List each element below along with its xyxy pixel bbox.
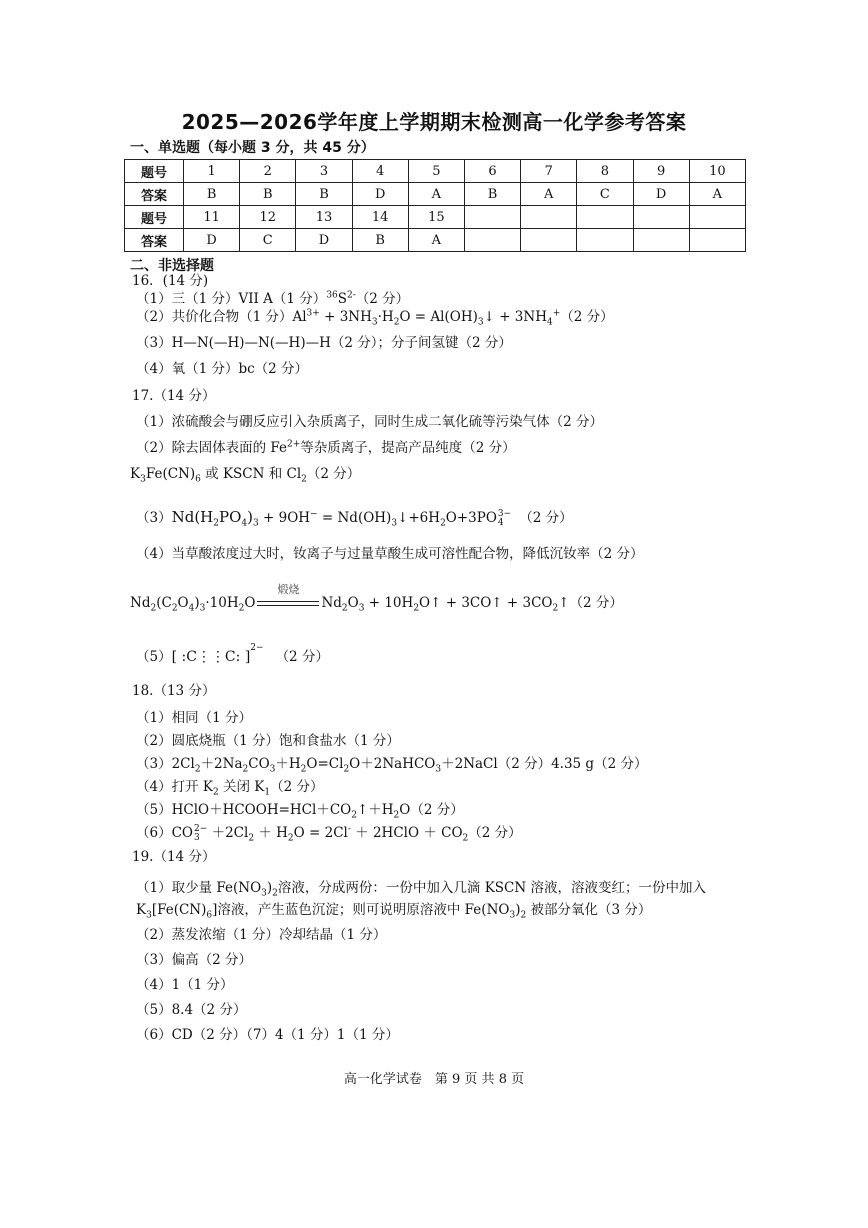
subscript: 2 (300, 764, 307, 775)
formula: CO (248, 756, 270, 772)
subscript: 2 (301, 474, 307, 485)
formula: O = 2Cl (293, 825, 348, 841)
text: （2 分） (275, 649, 329, 665)
text: （3） (136, 510, 172, 526)
table-cell (633, 206, 689, 229)
q18-answer-5 (136, 801, 464, 819)
calcination-arrow (257, 582, 319, 613)
charge: 2− (250, 642, 264, 653)
text: （4）打开 K (136, 779, 213, 795)
table-cell: A (408, 229, 464, 252)
q17-answer-3 (136, 508, 573, 528)
formula: ＋ H (254, 825, 288, 841)
table-cell (464, 229, 520, 252)
q19-answer-4: （4）1（1 分） (136, 977, 234, 993)
formula: Nd(H (171, 508, 214, 526)
q17-answer-4: （4）当草酸浓度过大时，钕离子与过量草酸生成可溶性配合物，降低沉钕率（2 分） (136, 546, 644, 562)
formula: O (347, 595, 359, 611)
text: （2 分） (468, 825, 522, 841)
table-cell: 7 (521, 160, 577, 183)
table-row (125, 229, 746, 252)
subscript: 2 (242, 764, 249, 775)
table-cell: 13 (296, 206, 352, 229)
text: ＋2NaCl（2 分）4.35 g（2 分） (441, 756, 648, 772)
subscript: 3 (199, 603, 206, 614)
subscript: 2 (440, 518, 446, 529)
q16-heading: 16．(14 分) (132, 273, 209, 289)
subscript: 3 (358, 603, 365, 614)
table-cell (521, 206, 577, 229)
q17-calcination-equation (130, 582, 623, 614)
text: ↑（2 分） (558, 595, 623, 611)
text: （5） (136, 649, 172, 665)
charge: 2- (347, 290, 356, 301)
table-row (125, 183, 746, 206)
table-cell: B (240, 183, 296, 206)
q18-answer-1: （1）相同（1 分） (136, 710, 252, 726)
table-cell (689, 229, 745, 252)
charge: + (552, 308, 561, 319)
text: + 3NH (319, 309, 372, 325)
text: （2）共价化合物（1 分）Al (136, 309, 307, 325)
ion-charge-subscript (498, 510, 511, 528)
table-cell: B (184, 183, 240, 206)
text: （2）除去固体表面的 Fe (136, 440, 287, 456)
table-cell (577, 229, 633, 252)
q19-answer-1 (136, 877, 748, 921)
formula: + 9OH (258, 510, 311, 526)
subscript: 2 (212, 787, 219, 798)
q19-answer-2: （2）蒸发浓缩（1 分）冷却结晶（1 分） (136, 927, 387, 943)
q19-answer-6: （6）CD（2 分）（7）4（1 分）1（1 分） (136, 1027, 399, 1043)
table-cell: D (352, 183, 408, 206)
subscript: 3 (391, 518, 398, 529)
text: 等杂质离子，提高产品纯度（2 分） (300, 440, 516, 456)
subscript: 3 (509, 910, 516, 921)
table-cell: 3 (296, 160, 352, 183)
q18-answer-4 (136, 778, 324, 796)
formula: Nd (130, 595, 151, 611)
charge: − (310, 509, 318, 520)
subscript: 2 (238, 603, 245, 614)
formula: O↑ + 3CO↑ + 3CO (419, 595, 553, 611)
subscript: 1 (264, 787, 271, 798)
text: K (130, 466, 141, 482)
condition-label: 煅烧 (277, 582, 300, 596)
table-cell: 10 (689, 160, 745, 183)
formula: ↓+6H (397, 510, 441, 526)
formula: O (177, 595, 189, 611)
page-title: 2025—2026学年度上学期期末检测高一化学参考答案 (181, 110, 687, 134)
formula: ＋H (275, 756, 301, 772)
q17-heading: 17.（14 分） (132, 388, 216, 404)
table-cell: 9 (633, 160, 689, 183)
text: （2 分） (355, 291, 410, 307)
subscript: 4 (188, 603, 195, 614)
row-header: 答案 (125, 229, 184, 252)
subscript: 2 (393, 317, 400, 328)
subscript: 4 (497, 517, 504, 528)
row-header: 题号 (125, 160, 184, 183)
formula: （6）CO (136, 825, 193, 841)
subscript: 2 (272, 888, 278, 899)
table-cell: 4 (352, 160, 408, 183)
subscript: 2 (194, 764, 201, 775)
charge: 2+ (287, 439, 301, 450)
table-cell: C (577, 183, 633, 206)
q17-answer-1: （1）浓硫酸会与硼反应引入杂质离子，同时生成二氧化硫等污染气体（2 分） (136, 414, 603, 430)
row-header: 题号 (125, 206, 184, 229)
subscript: 3 (140, 474, 146, 485)
ion-charge-subscript (194, 825, 207, 843)
table-cell: D (633, 183, 689, 206)
subscript: 2 (462, 833, 469, 844)
text: O = Al(OH) (399, 309, 478, 325)
charge: 3− (497, 508, 512, 519)
table-cell: B (464, 183, 520, 206)
q17-reagent-line (130, 465, 360, 483)
text: （2 分） (560, 309, 614, 325)
table-cell: 1 (184, 160, 240, 183)
text: （2 分） (270, 779, 324, 795)
subscript: 3 (194, 832, 200, 843)
q16-answer-3: （3）H—N(—H)—N(—H)—H（2 分）；分子间氢键（2 分） (136, 335, 512, 351)
subscript: 2 (341, 603, 348, 614)
table-cell: 5 (408, 160, 464, 183)
q18-answer-2: （2）圆底烧瓶（1 分）饱和食盐水（1 分） (136, 733, 400, 749)
text: ↓ + 3NH (483, 309, 547, 325)
text: 或 KSCN 和 Cl (200, 466, 302, 482)
table-cell: C (240, 229, 296, 252)
charge: 3+ (306, 308, 320, 319)
text: [Fe(CN) (151, 902, 207, 918)
table-cell: 15 (408, 206, 464, 229)
q16-answer-4: （4）氧（1 分）bc（2 分） (136, 361, 309, 377)
q18-answer-3 (136, 755, 647, 773)
charge: 2− (194, 823, 208, 834)
text: 溶液，分成两份：一份中加入几滴 KSCN 溶液，溶液变红；一份中加入 K (136, 880, 706, 918)
table-row (125, 160, 746, 183)
subscript: 2 (552, 603, 559, 614)
subscript: 2 (393, 810, 400, 821)
subscript: 2 (248, 833, 255, 844)
text: ·H (377, 309, 394, 325)
subscript: 3 (435, 764, 442, 775)
page-footer: 高一化学试卷 第 9 页 共 8 页 (343, 1072, 525, 1087)
subscript: 3 (252, 518, 259, 529)
formula: ＋2Cl (207, 825, 249, 841)
table-cell (464, 206, 520, 229)
text: ) (266, 880, 273, 896)
table-cell: D (296, 229, 352, 252)
subscript: 2 (343, 764, 350, 775)
text: O（2 分） (399, 802, 464, 818)
formula: ＋ 2HClO ＋ CO (350, 825, 463, 841)
formula: ·10H (205, 595, 239, 611)
table-cell: 12 (240, 206, 296, 229)
text: 被部分氧化（3 分） (526, 902, 652, 918)
table-row (125, 206, 746, 229)
formula: PO (219, 508, 242, 526)
q17-answer-2 (136, 439, 516, 457)
text: （2 分） (519, 510, 573, 526)
q16-answer-2 (136, 308, 614, 326)
text: ) (515, 902, 521, 918)
formula: ) (247, 508, 253, 526)
electron-formula: [ :C⋮⋮C: ] (171, 649, 251, 665)
text: （2 分） (306, 466, 361, 482)
text: S (337, 291, 348, 307)
subscript: 2 (287, 833, 294, 844)
table-cell (633, 229, 689, 252)
table-cell: A (689, 183, 745, 206)
formula: = Nd(OH) (317, 510, 392, 526)
subscript: 3 (269, 764, 276, 775)
text: 关闭 K (218, 779, 265, 795)
text: Fe(CN) (145, 466, 196, 482)
text: （1）三（1 分）VII A（1 分） (136, 291, 327, 307)
table-cell: 6 (464, 160, 520, 183)
formula: Nd (321, 595, 342, 611)
formula: O+3PO (445, 510, 497, 526)
subscript: 2 (171, 603, 178, 614)
formula: O=Cl (306, 756, 344, 772)
formula: ＋2Na (200, 756, 243, 772)
table-cell: A (521, 183, 577, 206)
table-cell: 8 (577, 160, 633, 183)
formula: O＋2NaHCO (349, 756, 436, 772)
section-nonchoice-heading: 二、非选择题 (130, 258, 214, 274)
subscript: 2 (413, 603, 420, 614)
answer-table (124, 159, 746, 252)
subscript: 6 (195, 474, 201, 485)
charge: - (347, 824, 351, 835)
table-cell: 2 (240, 160, 296, 183)
subscript: 2 (150, 603, 157, 614)
subscript: 3 (371, 317, 378, 328)
q18-heading: 18.（13 分） (132, 683, 216, 699)
subscript: 4 (241, 518, 248, 529)
row-header: 答案 (125, 183, 184, 206)
formula: （5）HClO＋HCOOH=HCl＋CO (136, 802, 352, 818)
subscript: 2 (520, 910, 527, 921)
formula: ↑＋H (356, 802, 394, 818)
table-cell (521, 229, 577, 252)
subscript: 3 (146, 910, 152, 921)
subscript: 3 (261, 888, 267, 899)
table-cell: A (408, 183, 464, 206)
q19-heading: 19.（14 分） (132, 849, 216, 865)
table-cell: D (184, 229, 240, 252)
formula: （3）2Cl (136, 756, 195, 772)
text: （1）取少量 Fe(NO (136, 880, 262, 896)
section-single-choice-heading: 一、单选题（每小题 3 分，共 45 分） (130, 140, 375, 156)
formula: O (244, 595, 256, 611)
subscript: 4 (546, 317, 553, 328)
q18-answer-6 (136, 824, 522, 843)
table-cell: 11 (184, 206, 240, 229)
subscript: 3 (477, 317, 484, 328)
q17-answer-5 (136, 642, 329, 666)
subscript: 2 (213, 518, 219, 529)
subscript: 2 (351, 810, 357, 821)
formula: (C (156, 595, 172, 611)
q19-answer-5: （5）8.4（2 分） (136, 1002, 247, 1018)
table-cell: 14 (352, 206, 408, 229)
mass-number: 36 (326, 290, 338, 301)
formula: + 10H (364, 595, 414, 611)
table-cell (689, 206, 745, 229)
text: ]溶液，产生蓝色沉淀；则可说明原溶液中 Fe(NO (212, 902, 510, 918)
q19-answer-3: （3）偏高（2 分） (136, 952, 252, 968)
subscript: 6 (206, 910, 213, 921)
table-cell: B (352, 229, 408, 252)
table-cell (577, 206, 633, 229)
formula: ) (194, 595, 200, 611)
q16-answer-1 (136, 290, 409, 308)
table-cell: B (296, 183, 352, 206)
